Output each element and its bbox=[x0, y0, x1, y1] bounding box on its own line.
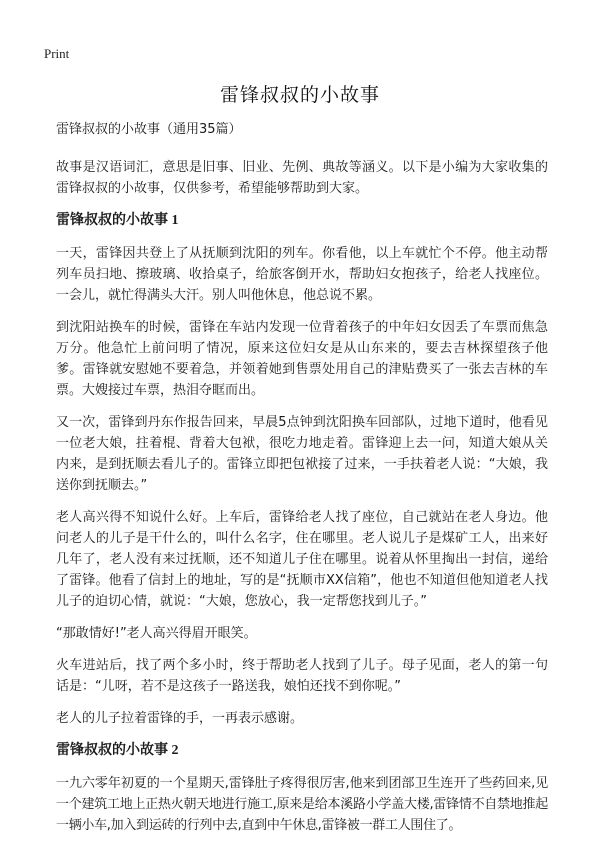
story-section-1 bbox=[56, 211, 548, 729]
section-paragraph: “那敢情好!”老人高兴得眉开眼笑。 bbox=[56, 626, 257, 641]
section-paragraph: 一九六零年初夏的一个星期天,雷锋肚子疼得很厉害,他来到团部卫生连开了些药回来,见一个建筑工地上正热火朝天地进行施工,原来是给本溪路小学盖大楼,雷锋情不自禁地推起一辆小车,加入到运砖的行列中去,直到中午休息,雷锋被一群工人围住了。 bbox=[56, 776, 548, 833]
story-section-2 bbox=[56, 741, 548, 836]
section-paragraph: 老人的儿子拉着雷锋的手，一再表示感谢。 bbox=[56, 711, 304, 726]
intro-paragraph: 故事是汉语词汇，意思是旧事、旧业、先例、典故等涵义。以下是小编为大家收集的雷锋叔叔的小故事，仅供参考，希望能够帮助到大家。 bbox=[56, 160, 548, 196]
section-heading: 雷锋叔叔的小故事 1 bbox=[56, 213, 179, 228]
document-subtitle: 雷锋叔叔的小故事（通用35篇） bbox=[56, 122, 242, 137]
section-paragraph: 老人高兴得不知说什么好。上车后，雷锋给老人找了座位，自己就站在老人身边。他问老人的儿子是干什么的，叫什么名字，住在哪里。老人说儿子是煤矿工人，出来好几年了，老人没有来过抚顺，还不知道儿子住在哪里。说着从怀里掏出一封信，递给了雷锋。他看了信封上的地址，写的是“抚顺市XX信箱”，他也不知道但他知道老人找儿子的迫切心情，就说：“大娘，您放心，我一定帮您找到儿子。” bbox=[56, 510, 548, 609]
section-paragraph: 到沈阳站换车的时候，雷锋在车站内发现一位背着孩子的中年妇女因丢了车票而焦急万分。他急忙上前问明了情况，原来这位妇女是从山东来的，要去吉林探望孩子他爹。雷锋就安慰她不要着急，并领着她到售票处用自己的津贴费买了一张去吉林的车票。大嫂接过车票，热泪夺眶而出。 bbox=[56, 320, 548, 398]
section-paragraph: 火车进站后，找了两个多小时，终于帮助老人找到了儿子。母子见面，老人的第一句话是：“儿呀，若不是这孩子一路送我，娘怕还找不到你呢。” bbox=[56, 658, 548, 694]
section-paragraph: 一天，雷锋因共登上了从抚顺到沈阳的列车。你看他，以上车就忙个不停。他主动帮列车员扫地、擦玻璃、收拾桌子，给旅客倒开水，帮助妇女抱孩子，给老人找座位。一会儿，就忙得满头大汗。别人叫他休息，他总说不累。 bbox=[56, 246, 548, 303]
print-link[interactable]: Print bbox=[44, 46, 70, 61]
section-paragraph: 又一次，雷锋到丹东作报告回来，早晨5点钟到沈阳换车回部队，过地下道时，他看见一位老大娘，拄着棍、背着大包袱，很吃力地走着。雷锋迎上去一问，知道大娘从关内来，是到抚顺去看儿子的。雷锋立即把包袱接了过来，一手扶着老人说：“大娘，我送你到抚顺去。” bbox=[56, 415, 548, 493]
document-body bbox=[56, 120, 548, 847]
section-heading: 雷锋叔叔的小故事 2 bbox=[56, 743, 179, 758]
document-title: 雷锋叔叔的小故事 bbox=[219, 84, 380, 106]
